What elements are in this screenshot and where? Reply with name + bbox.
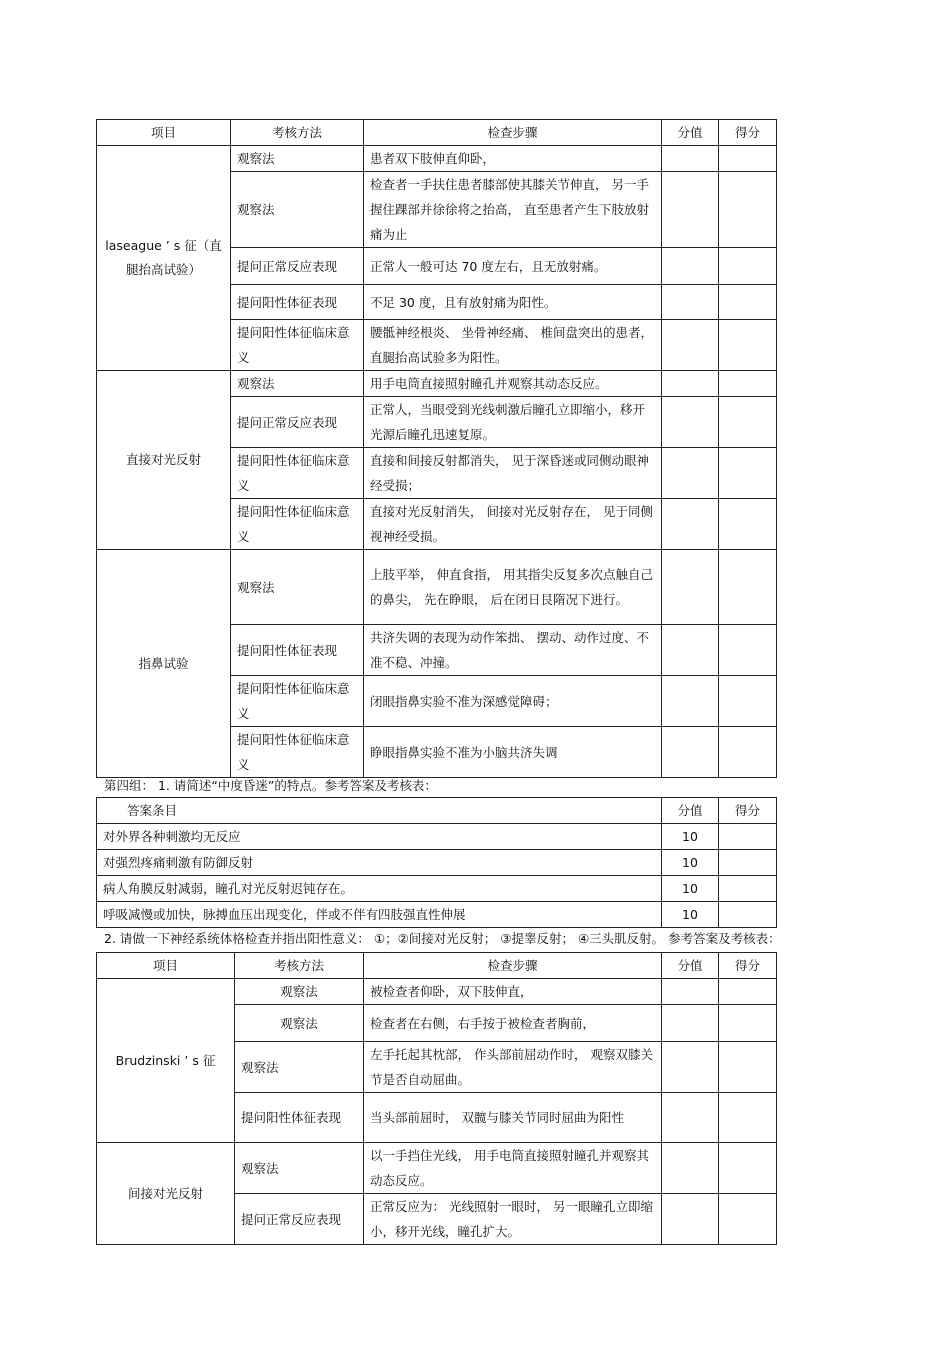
score-cell: 10 <box>662 876 719 902</box>
obtained-cell <box>719 876 777 902</box>
method-cell: 观察法 <box>235 1143 364 1194</box>
table-row <box>97 1143 777 1194</box>
step-cell: 左手托起其枕部， 作头部前屈动作时， 观察双膝关节是否自动屈曲。 <box>364 1042 662 1093</box>
table-header-row <box>97 120 777 146</box>
method-cell: 提问阳性体征表现 <box>231 625 364 676</box>
step-cell: 正常人一般可达 70 度左右，且无放射痛。 <box>364 248 662 285</box>
table-row <box>97 876 777 902</box>
method-cell: 提问正常反应表现 <box>231 397 364 448</box>
score-cell <box>662 1042 719 1093</box>
step-cell: 睁眼指鼻实验不准为小脑共济失调 <box>364 727 662 778</box>
method-cell: 观察法 <box>231 371 364 397</box>
project-cell: 指鼻试验 <box>97 550 231 778</box>
step-cell: 患者双下肢伸直仰卧， <box>364 146 662 172</box>
obtained-cell <box>719 824 777 850</box>
answer-item-cell: 呼吸减慢或加快，脉搏血压出现变化，伴或不伴有四肢强直性伸展 <box>97 902 662 928</box>
method-cell: 提问阳性体征临床意义 <box>231 676 364 727</box>
method-cell: 提问阳性体征表现 <box>231 285 364 320</box>
method-cell: 提问正常反应表现 <box>235 1194 364 1245</box>
score-cell <box>662 499 719 550</box>
project-cell: 间接对光反射 <box>97 1143 235 1245</box>
header-project: 项目 <box>97 120 231 146</box>
header-method: 考核方法 <box>235 953 364 979</box>
header-steps: 检查步骤 <box>364 120 662 146</box>
header-score: 分值 <box>662 798 719 824</box>
header-obtained: 得分 <box>719 798 777 824</box>
score-cell: 10 <box>662 824 719 850</box>
step-cell: 不足 30 度，且有放射痛为阳性。 <box>364 285 662 320</box>
score-cell <box>662 1194 719 1245</box>
obtained-cell <box>719 371 777 397</box>
obtained-cell <box>719 248 777 285</box>
step-cell: 被检查者仰卧，双下肢伸直， <box>364 979 662 1005</box>
header-steps: 检查步骤 <box>364 953 662 979</box>
table-row <box>97 850 777 876</box>
obtained-cell <box>719 1005 777 1042</box>
header-project: 项目 <box>97 953 235 979</box>
obtained-cell <box>719 146 777 172</box>
score-cell <box>662 727 719 778</box>
step-cell: 用手电筒直接照射瞳孔并观察其动态反应。 <box>364 371 662 397</box>
score-cell <box>662 371 719 397</box>
step-cell: 直接对光反射消失， 间接对光反射存在， 见于同侧视神经受损。 <box>364 499 662 550</box>
step-cell: 以一手挡住光线， 用手电筒直接照射瞳孔并观察其动态反应。 <box>364 1143 662 1194</box>
table-row <box>97 979 777 1005</box>
method-cell: 观察法 <box>235 1005 364 1042</box>
score-cell <box>662 979 719 1005</box>
score-cell <box>662 172 719 248</box>
step-cell: 闭眼指鼻实验不准为深感觉障碍； <box>364 676 662 727</box>
obtained-cell <box>719 902 777 928</box>
score-cell <box>662 285 719 320</box>
obtained-cell <box>719 676 777 727</box>
method-cell: 提问阳性体征临床意义 <box>231 499 364 550</box>
method-cell: 提问阳性体征临床意义 <box>231 320 364 371</box>
obtained-cell <box>719 1143 777 1194</box>
header-answer-item: 答案条目 <box>97 798 662 824</box>
obtained-cell <box>719 550 777 625</box>
obtained-cell <box>719 320 777 371</box>
table-row <box>97 550 777 625</box>
method-cell: 提问阳性体征临床意义 <box>231 727 364 778</box>
step-cell: 检查者一手扶住患者膝部使其膝关节伸直， 另一手握住踝部并徐徐将之抬高， 直至患者产生下肢放射痛为止 <box>364 172 662 248</box>
method-cell: 观察法 <box>231 550 364 625</box>
step-cell: 当头部前屈时， 双髋与膝关节同时屈曲为阳性 <box>364 1093 662 1143</box>
method-cell: 观察法 <box>231 172 364 248</box>
header-score: 分值 <box>662 120 719 146</box>
table-row <box>97 371 777 397</box>
score-cell <box>662 625 719 676</box>
header-obtained: 得分 <box>719 953 777 979</box>
header-score: 分值 <box>662 953 719 979</box>
score-cell: 10 <box>662 902 719 928</box>
section-caption: 第四组： 1. 请简述“中度昏迷”的特点。参考答案及考核表： <box>104 778 437 793</box>
score-cell <box>662 397 719 448</box>
obtained-cell <box>719 448 777 499</box>
score-cell <box>662 248 719 285</box>
step-cell: 腰骶神经根炎、 坐骨神经痛、 椎间盘突出的患者，直腿抬高试验多为阳性。 <box>364 320 662 371</box>
obtained-cell <box>719 979 777 1005</box>
method-cell: 提问阳性体征表现 <box>235 1093 364 1143</box>
score-cell <box>662 550 719 625</box>
score-cell <box>662 448 719 499</box>
step-cell: 正常人，当眼受到光线刺激后瞳孔立即缩小，移开光源后瞳孔迅速复原。 <box>364 397 662 448</box>
obtained-cell <box>719 727 777 778</box>
step-cell: 检查者在右侧，右手按于被检查者胸前， <box>364 1005 662 1042</box>
obtained-cell <box>719 1042 777 1093</box>
obtained-cell <box>719 499 777 550</box>
score-cell <box>662 1005 719 1042</box>
score-cell <box>662 676 719 727</box>
score-cell <box>662 1143 719 1194</box>
answer-table <box>96 797 777 928</box>
table-row <box>97 146 777 172</box>
exam-table-2 <box>96 952 777 1245</box>
method-cell: 观察法 <box>231 146 364 172</box>
method-cell: 提问阳性体征临床意义 <box>231 448 364 499</box>
obtained-cell <box>719 172 777 248</box>
section-caption: 2. 请做一下神经系统体格检查并指出阳性意义： ①；②间接对光反射； ③提睾反射； ④三头肌反射。 参考答案及考核表： <box>104 931 781 946</box>
step-cell: 共济失调的表现为动作笨拙、 摆动、动作过度、不准不稳、冲撞。 <box>364 625 662 676</box>
project-cell: laseague ’ s 征（直腿抬高试验） <box>97 146 231 371</box>
obtained-cell <box>719 850 777 876</box>
step-cell: 直接和间接反射都消失， 见于深昏迷或同侧动眼神经受损； <box>364 448 662 499</box>
score-cell <box>662 320 719 371</box>
method-cell: 观察法 <box>235 1042 364 1093</box>
project-cell: Brudzinski ’ s 征 <box>97 979 235 1143</box>
score-cell <box>662 1093 719 1143</box>
obtained-cell <box>719 625 777 676</box>
method-cell: 提问正常反应表现 <box>231 248 364 285</box>
header-method: 考核方法 <box>231 120 364 146</box>
table-row <box>97 902 777 928</box>
obtained-cell <box>719 1093 777 1143</box>
obtained-cell <box>719 1194 777 1245</box>
method-cell: 观察法 <box>235 979 364 1005</box>
answer-item-cell: 对强烈疼痛刺激有防御反射 <box>97 850 662 876</box>
table-header-row <box>97 953 777 979</box>
obtained-cell <box>719 285 777 320</box>
table-row <box>97 824 777 850</box>
score-cell: 10 <box>662 850 719 876</box>
project-cell: 直接对光反射 <box>97 371 231 550</box>
exam-table-1 <box>96 119 777 778</box>
step-cell: 上肢平举， 伸直食指， 用其指尖反复多次点触自己的鼻尖， 先在睁眼， 后在闭日艮隋况下进行。 <box>364 550 662 625</box>
score-cell <box>662 146 719 172</box>
step-cell: 正常反应为： 光线照射一眼时， 另一眼瞳孔立即缩小，移开光线，瞳孔扩大。 <box>364 1194 662 1245</box>
obtained-cell <box>719 397 777 448</box>
answer-item-cell: 病人角膜反射减弱，瞳孔对光反射迟钝存在。 <box>97 876 662 902</box>
answer-item-cell: 对外界各种刺激均无反应 <box>97 824 662 850</box>
header-obtained: 得分 <box>719 120 777 146</box>
table-header-row <box>97 798 777 824</box>
